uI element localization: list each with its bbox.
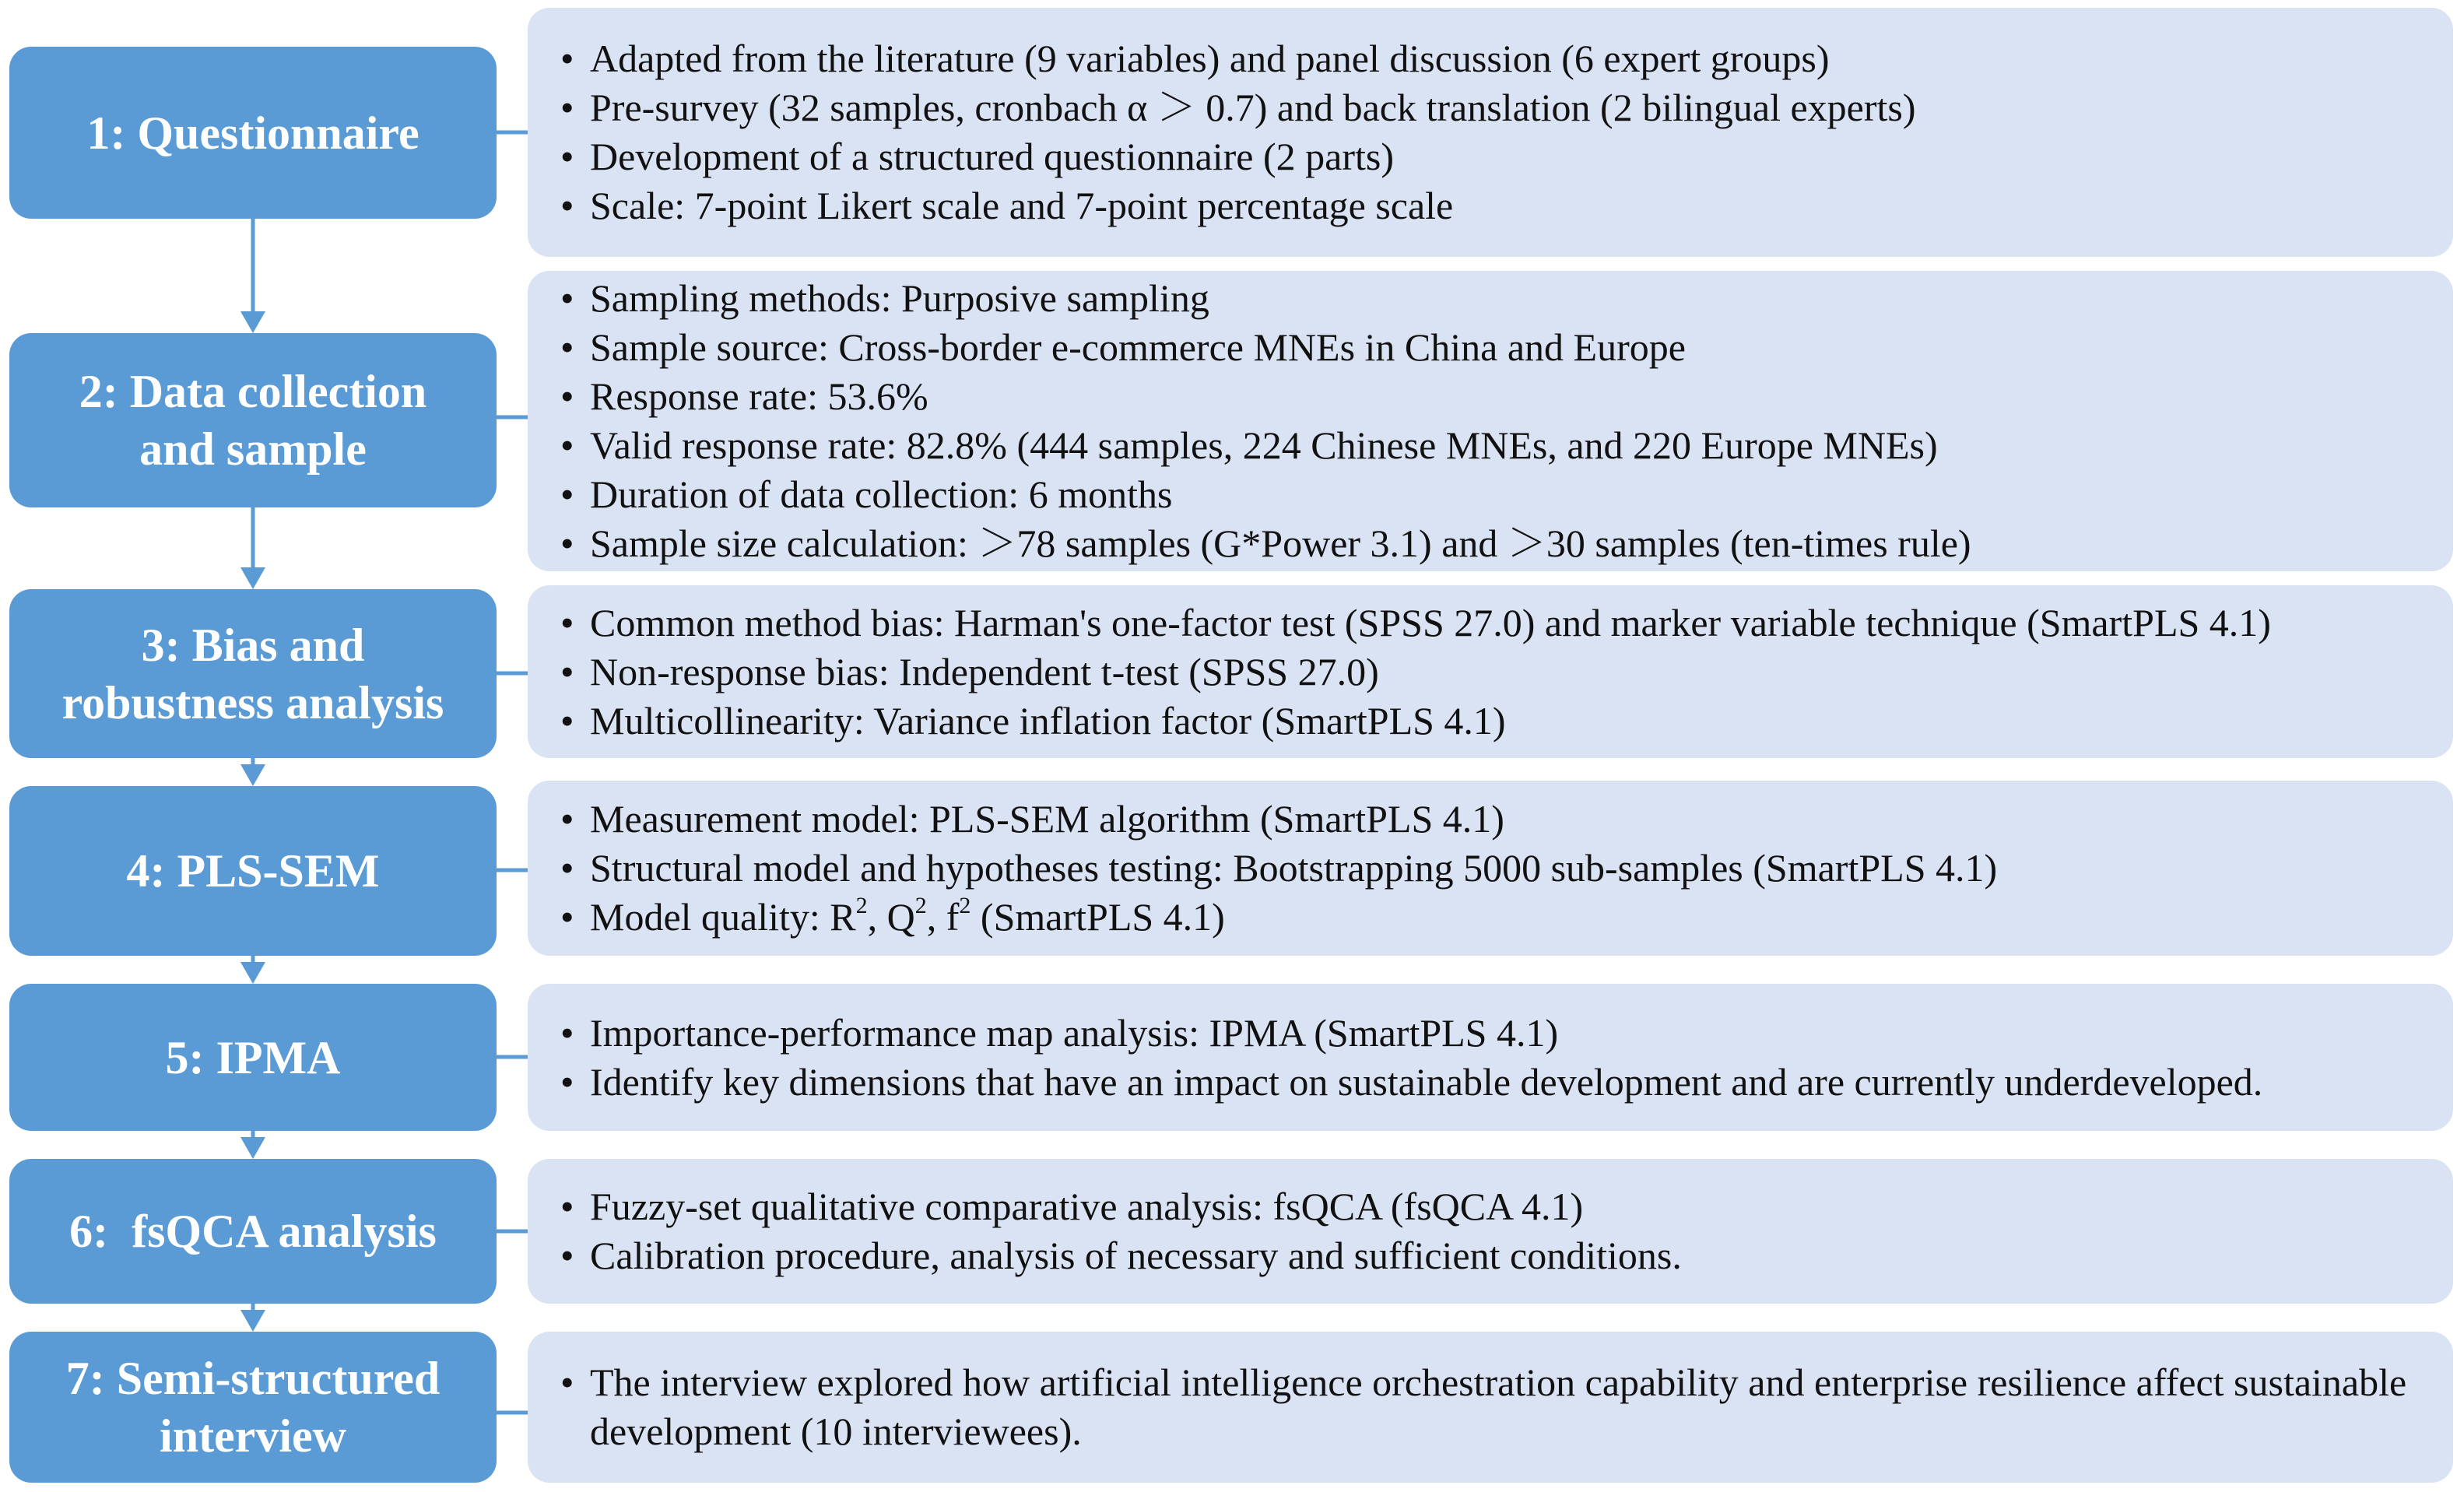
step-7-details [528,1332,2453,1483]
arrow-6-to-7 [240,1304,265,1332]
step-2-detail-2: • Sample source: Cross-border e-commerce MNEs in China and Europe [560,323,2434,372]
step-1-details [528,8,2453,257]
step-2-detail-6: • Sample size calculation: ＞78 samples (G*Power 3.1) and ＞30 samples (ten-times rule) [560,519,2434,568]
step-6-title: 6: fsQCA analysis [69,1206,437,1257]
arrow-2-to-3 [240,507,265,589]
quality-mid-q: , Q [867,895,915,939]
step-4-detail-2: • Structural model and hypotheses testing: Bootstrapping 5000 sub-samples (SmartPLS 4.1) [560,844,2434,893]
step-2-detail-4: • Valid response rate: 82.8% (444 samples, 224 Chinese MNEs, and 220 Europe MNEs) [560,421,2434,470]
arrow-1-to-2 [240,219,265,333]
step-7-detail-1: • The interview explored how artificial intelligence orchestration capability and enterprise resilience affect sustainable development (10 interviewees). [560,1358,2434,1456]
step-2-box [9,333,497,507]
quality-sup-r: 2 [855,893,868,918]
step-5-box [9,984,497,1131]
step-3-box [9,589,497,758]
step-4-box [9,786,497,956]
step-2-details [528,271,2453,571]
step-3-detail-2: • Non-response bias: Independent t-test (SPSS 27.0) [560,648,2434,697]
arrow-3-to-4 [240,758,265,786]
step-3-detail-3: • Multicollinearity: Variance inflation factor (SmartPLS 4.1) [560,697,2434,746]
step-6-detail-2: • Calibration procedure, analysis of necessary and sufficient conditions. [560,1231,2434,1280]
step-4-title: 4: PLS-SEM [126,845,380,897]
step-6-box [9,1159,497,1304]
step-2-detail-5: • Duration of data collection: 6 months [560,470,2434,519]
step-2-detail-3: • Response rate: 53.6% [560,372,2434,421]
step-1-box [9,47,497,219]
step-2-title: 2: Data collection and sample [79,366,427,475]
step-3-detail-1: • Common method bias: Harman's one-factor test (SPSS 27.0) and marker variable technique (SmartPLS 4.1) [560,599,2434,648]
arrow-5-to-6 [240,1131,265,1159]
step-2-detail-1: • Sampling methods: Purposive sampling [560,274,2434,323]
step-4-details [528,781,2453,956]
step-5-details [528,984,2453,1131]
step-3-details [528,585,2453,758]
quality-prefix: Model quality: R [590,895,856,939]
step-5-detail-1: • Importance-performance map analysis: IPMA (SmartPLS 4.1) [560,1009,2434,1058]
arrow-4-to-5 [240,956,265,984]
step-5-title: 5: IPMA [165,1031,341,1083]
quality-sup-f: 2 [959,893,971,918]
step-1-title: 1: Questionnaire [86,107,419,159]
step-3-title: 3: Bias and robustness analysis [61,619,444,728]
step-7-box [9,1332,497,1483]
step-7-title: 7: Semi-structured interview [65,1353,441,1462]
step-5-detail-2: • Identify key dimensions that have an impact on sustainable development and are currently underdeveloped. [560,1058,2434,1107]
quality-suffix: (SmartPLS 4.1) [971,895,1225,939]
quality-mid-f: , f [926,895,960,939]
step-1-detail-4: • Scale: 7-point Likert scale and 7-point percentage scale [560,181,2434,230]
step-4-detail-1: • Measurement model: PLS-SEM algorithm (SmartPLS 4.1) [560,795,2434,844]
step-6-details [528,1159,2453,1304]
step-6-detail-1: • Fuzzy-set qualitative comparative analysis: fsQCA (fsQCA 4.1) [560,1182,2434,1231]
quality-sup-q: 2 [914,893,927,918]
step-1-detail-1: • Adapted from the literature (9 variables) and panel discussion (6 expert groups) [560,34,2434,83]
step-1-detail-2: • Pre-survey (32 samples, cronbach α ＞ 0.7) and back translation (2 bilingual experts) [560,83,2434,132]
step-1-detail-3: • Development of a structured questionnaire (2 parts) [560,132,2434,181]
step-4-detail-3 [560,893,2434,942]
